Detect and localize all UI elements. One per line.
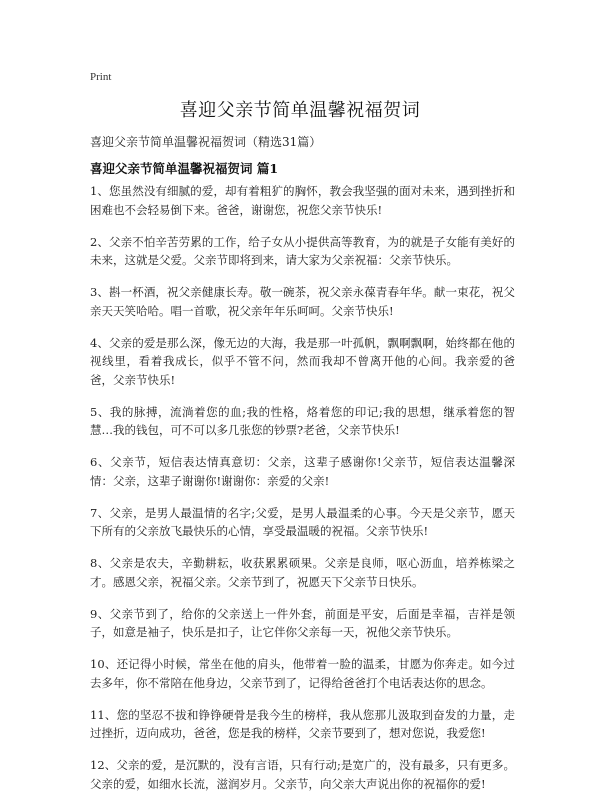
greeting-item: 6、父亲节，短信表达情真意切：父亲，这辈子感谢你!父亲节，短信表达温馨深情：父亲，这辈子谢谢你!谢谢你：亲爱的父亲! — [90, 455, 515, 488]
section-heading: 喜迎父亲节简单温馨祝福贺词 篇1 — [90, 161, 279, 176]
greeting-item: 5、我的脉搏，流淌着您的血;我的性格，烙着您的印记;我的思想，继承着您的智慧…我的钱包，可不可以多几张您的钞票?老爸，父亲节快乐! — [90, 404, 515, 437]
document-subtitle: 喜迎父亲节简单温馨祝福贺词（精选31篇） — [90, 135, 322, 149]
greeting-item: 7、父亲，是男人最温情的名字;父爱，是男人最温柔的心事。今天是父亲节，愿天下所有的父亲放飞最快乐的心情，享受最温暖的祝福。父亲节快乐! — [90, 505, 515, 538]
greeting-item: 2、父亲不怕辛苦劳累的工作，给子女从小提供高等教育，为的就是子女能有美好的未来，这就是父爱。父亲节即将到来，请大家为父亲祝福：父亲节快乐。 — [90, 234, 515, 267]
greeting-item: 9、父亲节到了，给你的父亲送上一件外套，前面是平安，后面是幸福，吉祥是领子，如意是袖子，快乐是扣子，让它伴你父亲每一天，祝他父亲节快乐。 — [90, 606, 515, 639]
page-title: 喜迎父亲节简单温馨祝福贺词 — [179, 100, 421, 121]
greeting-list — [90, 182, 515, 807]
greeting-item: 8、父亲是农夫，辛勤耕耘，收获累累硕果。父亲是良师，呕心沥血，培养栋梁之才。感恩父亲，祝福父亲。父亲节到了，祝愿天下父亲节日快乐。 — [90, 556, 515, 589]
greeting-item: 12、父亲的爱，是沉默的，没有言语，只有行动;是宽广的，没有最多，只有更多。父亲的爱，如细水长流，滋润岁月。父亲节，向父亲大声说出你的祝福你的爱! — [90, 758, 515, 791]
greeting-item: 10、还记得小时候，常坐在他的肩头，他带着一脸的温柔，甘愿为你奔走。如今过去多年，你不常陪在他身边，父亲节到了，记得给爸爸打个电话表达你的思念。 — [90, 657, 515, 690]
print-link[interactable]: Print — [90, 71, 112, 83]
greeting-item: 1、您虽然没有细腻的爱，却有着粗犷的胸怀，教会我坚强的面对未来，遇到挫折和困难也不会轻易倒下来。爸爸，谢谢您，祝您父亲节快乐! — [90, 184, 515, 217]
greeting-item: 4、父亲的爱是那么深，像无边的大海，我是那一叶孤帆，飘啊飘啊，始终都在他的视线里，看着我成长，似乎不管不问，然而我却不曾离开他的心间。我亲爱的爸爸，父亲节快乐! — [90, 335, 515, 387]
greeting-item: 11、您的坚忍不拔和铮铮硬骨是我今生的榜样，我从您那儿汲取到奋发的力量，走过挫折，迈向成功，爸爸，您是我的榜样，父亲节要到了，想对您说，我爱您! — [90, 707, 515, 740]
greeting-item: 3、斟一杯酒，祝父亲健康长寿。敬一碗茶，祝父亲永葆青春年华。献一束花，祝父亲天天笑哈哈。唱一首歌，祝父亲年年乐呵呵。父亲节快乐! — [90, 285, 515, 318]
